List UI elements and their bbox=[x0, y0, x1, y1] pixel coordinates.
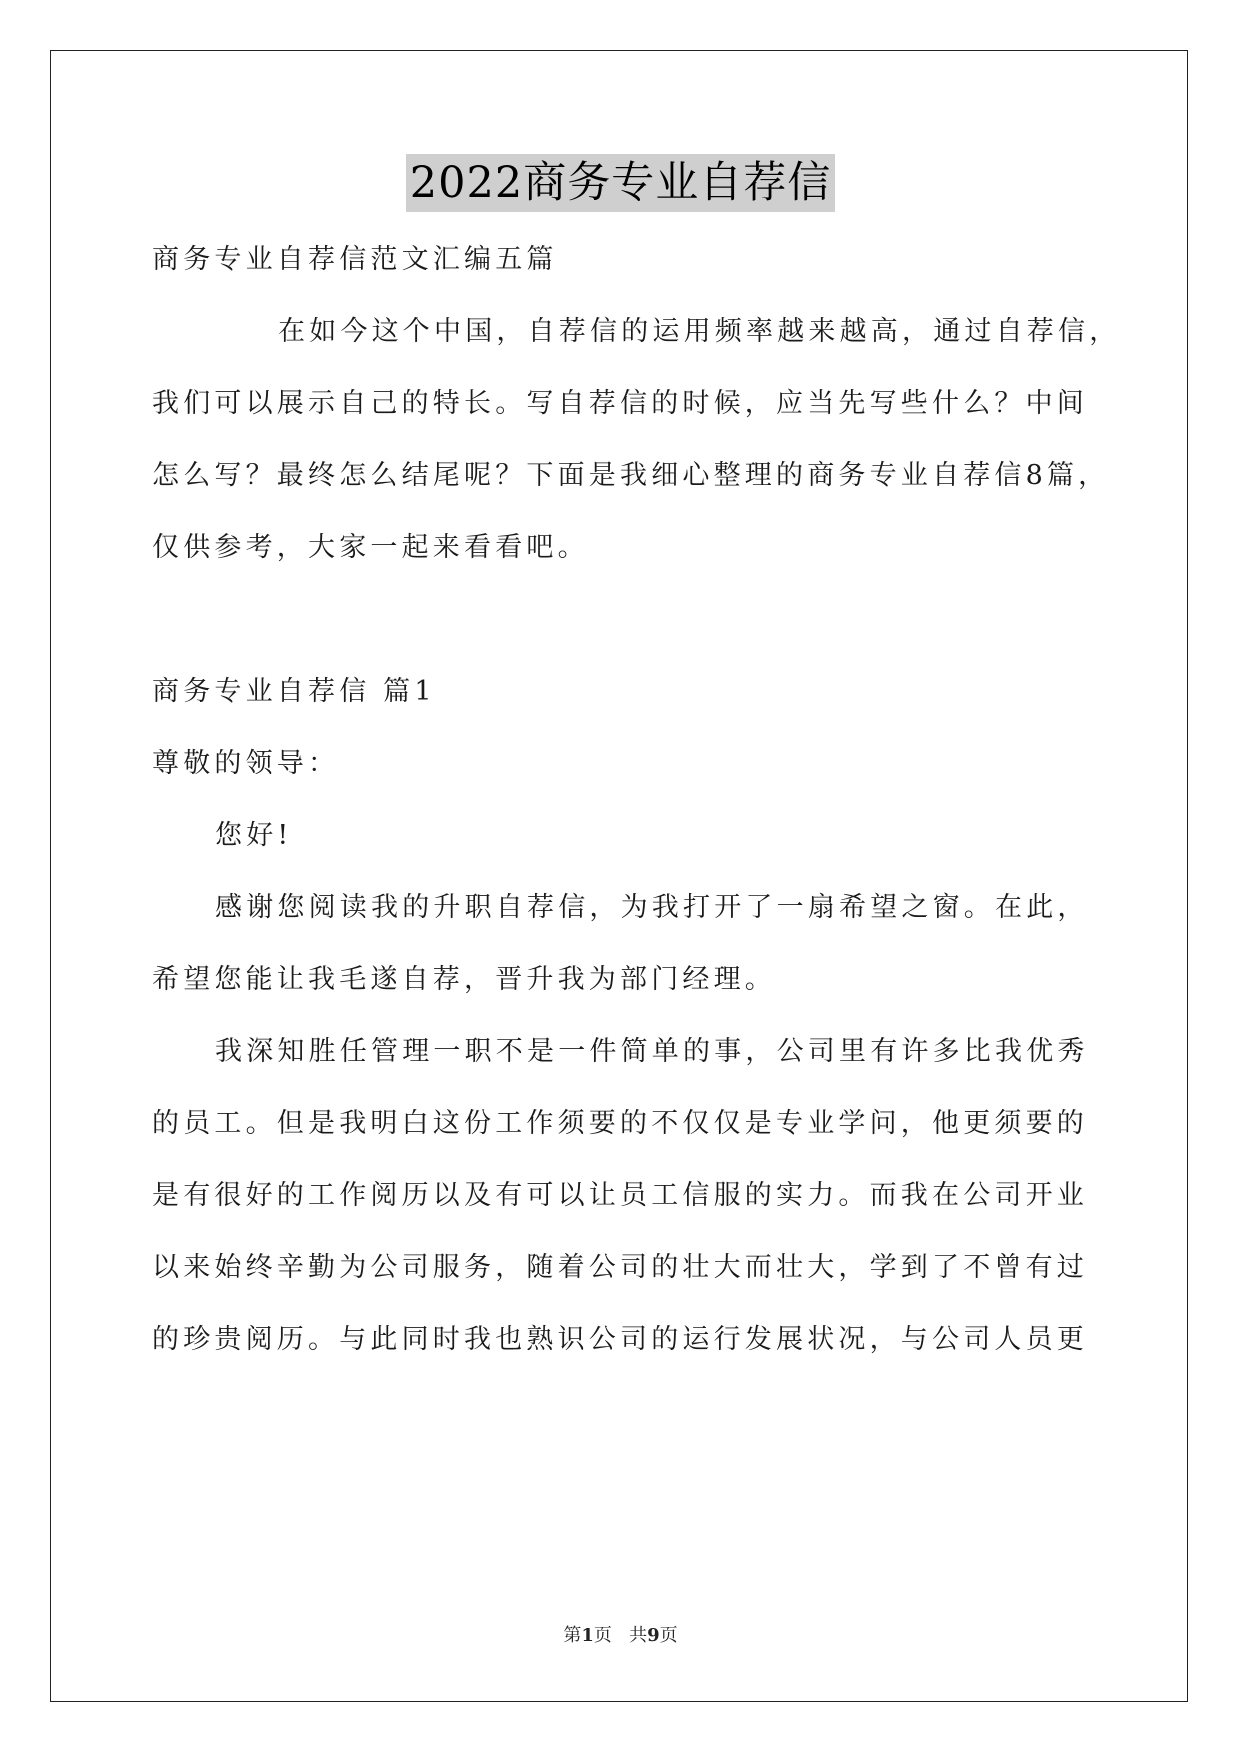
para1-line-2: 希望您能让我毛遂自荐，晋升我为部门经理。 bbox=[152, 964, 776, 995]
footer-suffix: 页 bbox=[659, 1625, 678, 1646]
intro-line-3: 怎么写？最终怎么结尾呢？下面是我细心整理的商务专业自荐信8篇， bbox=[152, 460, 1110, 491]
subtitle: 商务专业自荐信范文汇编五篇 bbox=[152, 244, 558, 275]
intro-line-4: 仅供参考，大家一起来看看吧。 bbox=[152, 532, 589, 563]
page-footer bbox=[0, 1624, 1241, 1648]
document-title: 2022商务专业自荐信 bbox=[406, 154, 835, 212]
footer-prefix: 第 bbox=[563, 1625, 582, 1646]
intro-line-1: 在如今这个中国，自荐信的运用频率越来越高，通过自荐信， bbox=[278, 316, 1121, 347]
para2-line-5: 的珍贵阅历。与此同时我也熟识公司的运行发展状况，与公司人员更 bbox=[152, 1324, 1088, 1355]
para2-line-4: 以来始终辛勤为公司服务，随着公司的壮大而壮大，学到了不曾有过 bbox=[152, 1252, 1088, 1283]
section-heading: 商务专业自荐信 篇1 bbox=[152, 676, 436, 707]
greeting: 您好! bbox=[215, 820, 293, 851]
footer-page-number: 1 bbox=[581, 1625, 594, 1646]
para1-line-1: 感谢您阅读我的升职自荐信，为我打开了一扇希望之窗。在此， bbox=[215, 892, 1089, 923]
footer-mid: 页 共 bbox=[593, 1625, 648, 1646]
title-container bbox=[0, 154, 1241, 212]
footer-total-pages: 9 bbox=[647, 1625, 660, 1646]
page-border bbox=[50, 50, 1188, 1702]
salutation: 尊敬的领导： bbox=[152, 748, 340, 779]
intro-line-2: 我们可以展示自己的特长。写自荐信的时候，应当先写些什么？中间 bbox=[152, 388, 1088, 419]
para2-line-1: 我深知胜任管理一职不是一件简单的事，公司里有许多比我优秀 bbox=[215, 1036, 1089, 1067]
para2-line-3: 是有很好的工作阅历以及有可以让员工信服的实力。而我在公司开业 bbox=[152, 1180, 1088, 1211]
para2-line-2: 的员工。但是我明白这份工作须要的不仅仅是专业学问，他更须要的 bbox=[152, 1108, 1088, 1139]
